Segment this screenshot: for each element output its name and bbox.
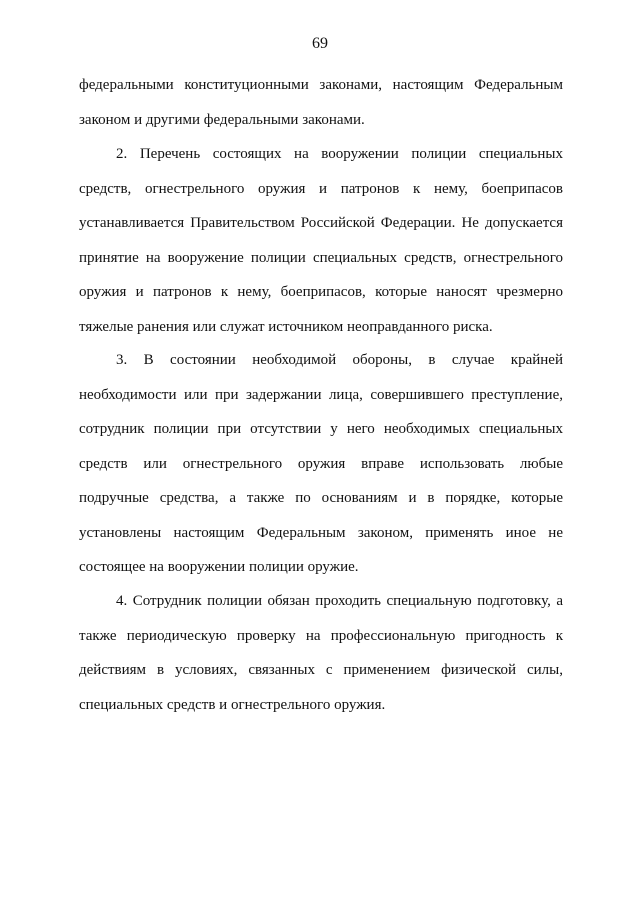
text-line: установлены настоящим Федеральным законом, применять иное не <box>79 524 563 541</box>
paragraph-item-4 <box>79 584 563 722</box>
paragraph-continuation <box>79 68 563 137</box>
text-line: подручные средства, а также по основаниям и в порядке, которые <box>79 490 563 506</box>
paragraph-item-2 <box>79 137 563 344</box>
text-line: средств, огнестрельного оружия и патронов к нему, боеприпасов <box>79 180 563 197</box>
paragraph-item-3 <box>79 343 563 585</box>
text-line: средств или огнестрельного оружия вправе использовать любые <box>79 455 563 472</box>
text-line: состоящее на вооружении полиции оружие. <box>79 559 359 575</box>
text-line: 4. Сотрудник полиции обязан проходить специальную подготовку, а <box>116 593 563 609</box>
text-line: сотрудник полиции при отсутствии у него необходимых специальных <box>79 421 563 437</box>
text-line: устанавливается Правительством Российской Федерации. Не допускается <box>79 215 563 231</box>
text-line: федеральными конституционными законами, настоящим Федеральным <box>79 77 563 93</box>
text-line: специальных средств и огнестрельного оружия. <box>79 696 386 713</box>
text-line: оружия и патронов к нему, боеприпасов, которые наносят чрезмерно <box>79 284 563 300</box>
text-line: 3. В состоянии необходимой обороны, в случае крайней <box>116 352 563 368</box>
page-number: 69 <box>312 35 328 52</box>
text-line: также периодическую проверку на профессиональную пригодность к <box>79 627 563 644</box>
text-line: законом и другими федеральными законами. <box>79 111 365 128</box>
text-line: действиям в условиях, связанных с применением физической силы, <box>79 662 563 678</box>
text-line: 2. Перечень состоящих на вооружении полиции специальных <box>116 146 563 162</box>
text-line: необходимости или при задержании лица, совершившего преступление, <box>79 386 563 403</box>
text-line: принятие на вооружение полиции специальных средств, огнестрельного <box>79 249 563 266</box>
text-line: тяжелые ранения или служат источником неоправданного риска. <box>79 318 493 335</box>
